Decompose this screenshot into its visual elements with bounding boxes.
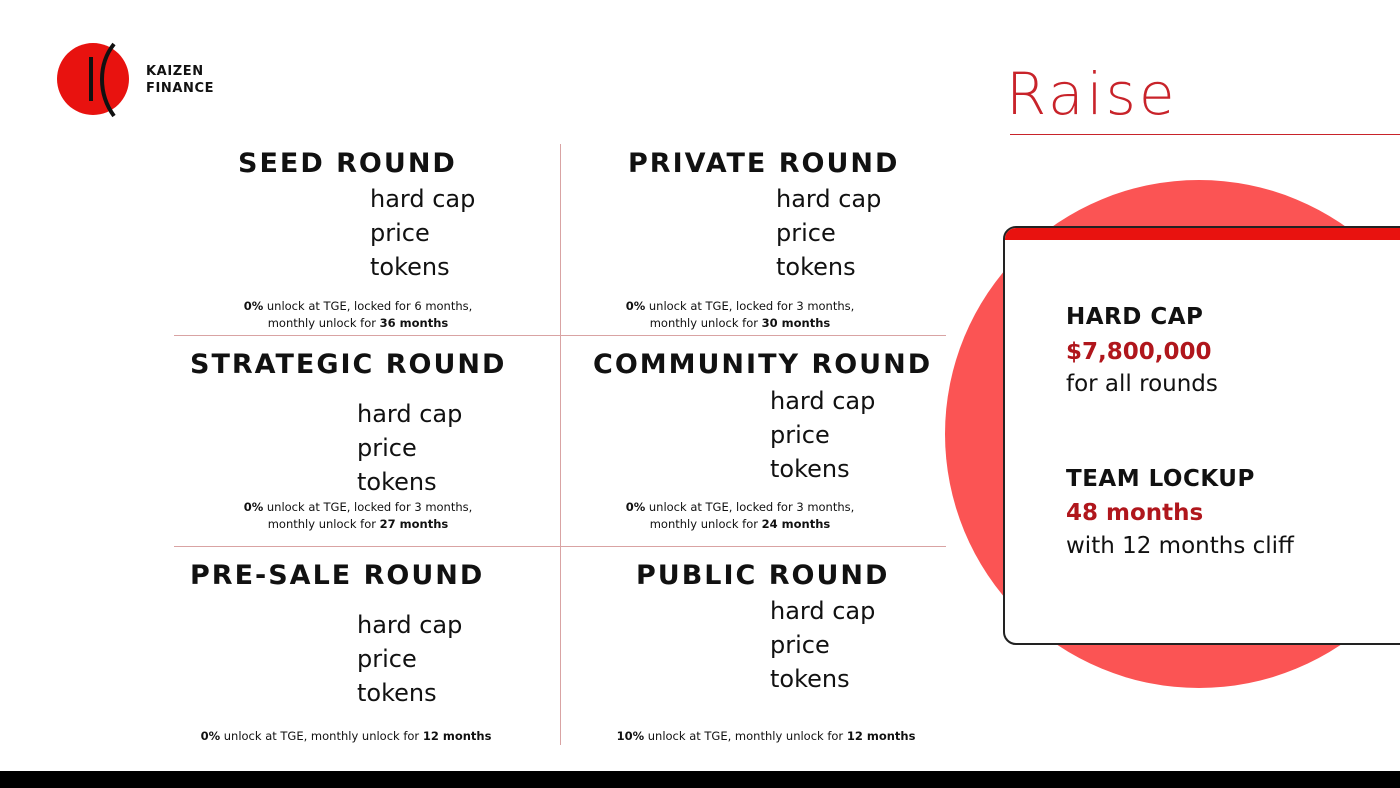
round-title: PRE-SALE ROUND — [190, 560, 485, 591]
round-title: PUBLIC ROUND — [636, 560, 890, 591]
unlock-note-line2 — [490, 516, 990, 533]
unlock-duration: 27 months — [379, 517, 449, 531]
unlock-percent: 10% — [616, 729, 645, 743]
unlock-note-text: monthly unlock for — [267, 517, 380, 531]
unlock-note-text: unlock at TGE, monthly unlock for — [220, 729, 423, 743]
brand-name — [146, 63, 214, 97]
unlock-duration: 12 months — [422, 729, 492, 743]
unlock-percent: 0% — [625, 500, 646, 514]
unlock-note-line2 — [490, 315, 990, 332]
price-label: price — [776, 219, 836, 247]
brand-name-line1: KAIZEN — [146, 64, 204, 79]
tokens-label: tokens — [357, 468, 437, 496]
hard-cap-heading: HARD CAP — [1066, 304, 1204, 330]
price-label: price — [370, 219, 430, 247]
unlock-note-text: unlock at TGE, locked for 3 months, — [263, 500, 473, 514]
price-label: price — [770, 631, 830, 659]
unlock-percent: 0% — [243, 500, 264, 514]
unlock-percent: 0% — [243, 299, 264, 313]
hard-cap-label: hard cap — [357, 611, 463, 639]
round-title: PRIVATE ROUND — [628, 148, 900, 179]
price-label: price — [357, 434, 417, 462]
team-lockup-subtext: with 12 months cliff — [1066, 533, 1294, 559]
grid-divider-horizontal-1 — [174, 335, 946, 336]
unlock-percent: 0% — [625, 299, 646, 313]
tokens-label: tokens — [370, 253, 450, 281]
unlock-percent: 0% — [200, 729, 221, 743]
grid-divider-vertical — [560, 144, 561, 745]
hard-cap-label: hard cap — [770, 387, 876, 415]
title-divider — [1010, 134, 1400, 135]
tokens-label: tokens — [776, 253, 856, 281]
hard-cap-label: hard cap — [770, 597, 876, 625]
round-title: SEED ROUND — [238, 148, 457, 179]
summary-card-top-bar — [1005, 228, 1400, 240]
team-lockup-heading: TEAM LOCKUP — [1066, 466, 1255, 492]
unlock-note-text: unlock at TGE, locked for 3 months, — [645, 500, 855, 514]
price-label: price — [770, 421, 830, 449]
unlock-note-text: monthly unlock for — [649, 517, 762, 531]
price-label: price — [357, 645, 417, 673]
kaizen-logo-icon — [56, 40, 134, 118]
team-lockup-value: 48 months — [1066, 500, 1204, 526]
unlock-duration: 30 months — [761, 316, 831, 330]
brand-name-line2: FINANCE — [146, 81, 215, 96]
unlock-note-text: monthly unlock for — [267, 316, 380, 330]
hard-cap-total: $7,800,000 — [1066, 339, 1212, 365]
round-title: COMMUNITY ROUND — [593, 349, 933, 380]
tokens-label: tokens — [357, 679, 437, 707]
unlock-note-text: unlock at TGE, locked for 3 months, — [645, 299, 855, 313]
unlock-duration: 24 months — [761, 517, 831, 531]
unlock-note — [516, 728, 1016, 745]
footer-bar — [0, 771, 1400, 788]
unlock-note-text: unlock at TGE, monthly unlock for — [644, 729, 847, 743]
hard-cap-label: hard cap — [370, 185, 476, 213]
hard-cap-label: hard cap — [357, 400, 463, 428]
unlock-note-text: monthly unlock for — [649, 316, 762, 330]
unlock-duration: 12 months — [846, 729, 916, 743]
page-title: Raise — [1006, 60, 1178, 128]
unlock-note-text: unlock at TGE, locked for 6 months, — [263, 299, 473, 313]
unlock-note — [490, 499, 990, 516]
unlock-note — [490, 298, 990, 315]
tokens-label: tokens — [770, 455, 850, 483]
hard-cap-label: hard cap — [776, 185, 882, 213]
tokens-label: tokens — [770, 665, 850, 693]
unlock-duration: 36 months — [379, 316, 449, 330]
hard-cap-subtext: for all rounds — [1066, 371, 1218, 397]
round-title: STRATEGIC ROUND — [190, 349, 507, 380]
summary-card — [1003, 226, 1400, 645]
grid-divider-horizontal-2 — [174, 546, 946, 547]
